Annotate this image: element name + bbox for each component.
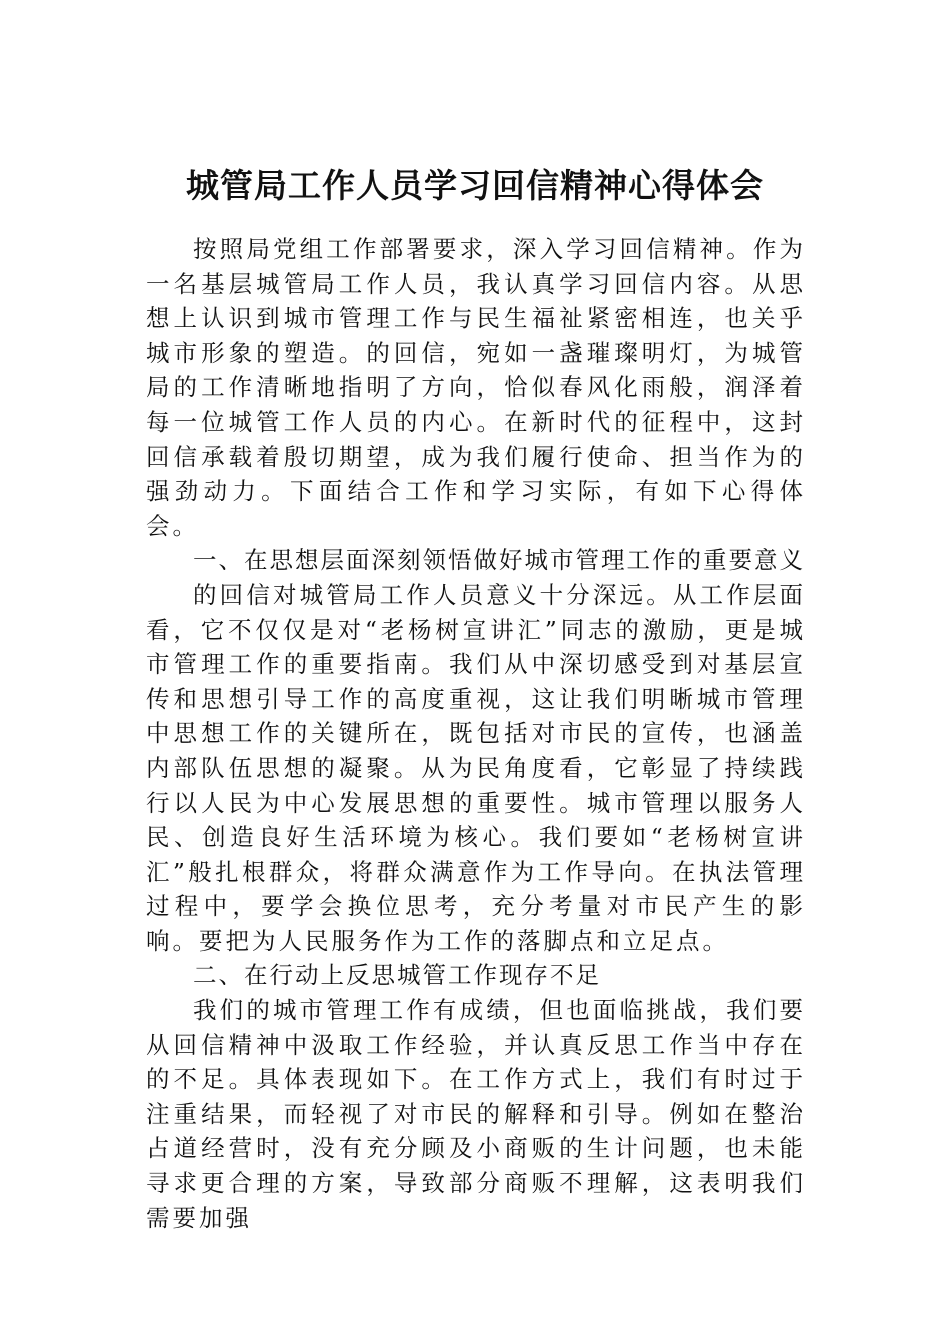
- paragraph-section-1: 的回信对城管局工作人员意义十分深远。从工作层面看，它不仅仅是对“老杨树宣讲汇”同志的激励，更是城市管理工作的重要指南。我们从中深切感受到对基层宣传和思想引导工作的高度重视，这让我们明晰城市管理中思想工作的关键所在，既包括对市民的宣传，也涵盖内部队伍思想的凝聚。从为民角度看，它彰显了持续践行以人民为中心发展思想的重要性。城市管理以服务人民、创造良好生活环境为核心。我们要如“老杨树宣讲汇”般扎根群众，将群众满意作为工作导向。在执法管理过程中，要学会换位思考，充分考量对市民产生的影响。要把为人民服务作为工作的落脚点和立足点。: [146, 580, 806, 955]
- document-title: 城管局工作人员学习回信精神心得体会: [186, 166, 764, 205]
- document-body: [146, 232, 806, 1235]
- section-heading-1: 一、在思想层面深刻领悟做好城市管理工作的重要意义: [193, 546, 805, 575]
- paragraph-intro: 按照局党组工作部署要求，深入学习回信精神。作为一名基层城管局工作人员，我认真学习回信内容。从思想上认识到城市管理工作与民生福祉紧密相连，也关乎城市形象的塑造。的回信，宛如一盏璀璨明灯，为城管局的工作清晰地指明了方向，恰似春风化雨般，润泽着每一位城管工作人员的内心。在新时代的征程中，这封回信承载着殷切期望，成为我们履行使命、担当作为的强劲动力。下面结合工作和学习实际，有如下心得体会。: [146, 235, 806, 540]
- paragraph-section-2: 我们的城市管理工作有成绩，但也面临挑战，我们要从回信精神中汲取工作经验，并认真反思工作当中存在的不足。具体表现如下。在工作方式上，我们有时过于注重结果，而轻视了对市民的解释和引导。例如在整治占道经营时，没有充分顾及小商贩的生计问题，也未能寻求更合理的方案，导致部分商贩不理解，这表明我们需要加强: [146, 996, 806, 1232]
- section-heading-2: 二、在行动上反思城管工作现存不足: [193, 961, 601, 990]
